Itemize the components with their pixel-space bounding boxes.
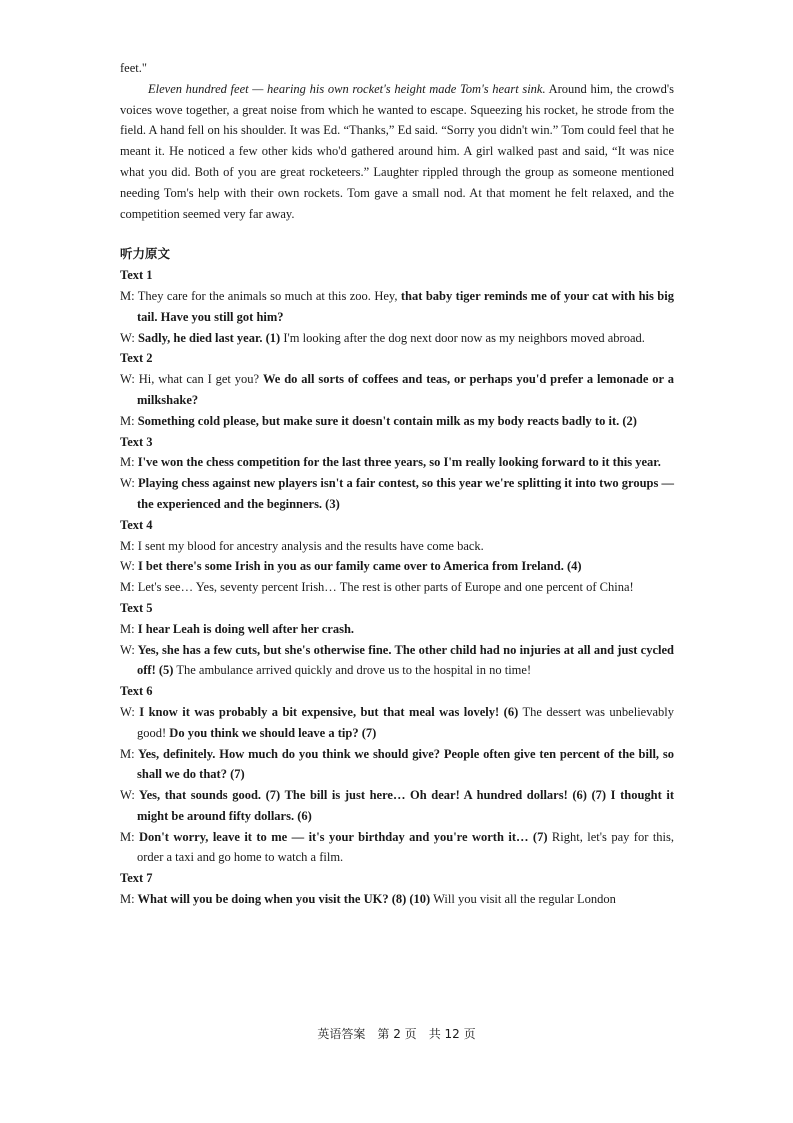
line-bold: that baby tiger reminds me of your cat with his big tail. Have you still got him?: [137, 288, 674, 324]
speaker-w: W:: [120, 330, 135, 345]
text-7-title: Text 7: [120, 871, 153, 886]
line-bold: Something cold please, but make sure it doesn't contain milk as my body reacts badly to it. (2): [134, 413, 637, 428]
speaker-w: W:: [120, 788, 135, 803]
text-1-title: Text 1: [120, 268, 153, 283]
line-bold: Do you think we should leave a tip? (7): [169, 725, 377, 740]
text-3-line-2: [120, 473, 674, 515]
speaker-w: W:: [120, 642, 135, 657]
text-6-line-3: [120, 785, 674, 827]
speaker-m: M:: [120, 288, 135, 303]
text-2-line-1: [120, 369, 674, 411]
footer-subject: 英语答案: [317, 1027, 366, 1041]
text-4-line-3: [120, 577, 674, 598]
text-5-line-2: [120, 640, 674, 682]
text-1-line-1: [120, 286, 674, 328]
speaker-m: M:: [120, 455, 135, 470]
line-normal: The ambulance arrived quickly and drove us to the hospital in no time!: [173, 663, 532, 678]
speaker-m: M:: [120, 413, 135, 428]
footer-page-number: 第 2 页: [377, 1027, 417, 1041]
speaker-m: M:: [120, 746, 135, 761]
text-3-line-1: [120, 452, 674, 473]
line-bold: Don't worry, leave it to me — it's your birthday and you're worth it… (7): [134, 829, 548, 844]
text-2-line-2: [120, 411, 674, 432]
line-normal: The dessert was unbelievably good!: [137, 704, 674, 740]
text-4-line-2: [120, 556, 674, 577]
text-4-line-1: [120, 536, 674, 557]
speaker-m: M:: [120, 538, 135, 553]
line-normal: Hi, what can I get you?: [134, 372, 263, 387]
line-bold: Yes, that sounds good. (7) The bill is just here… Oh dear! A hundred dollars! (6) (7) I thought it might be around fifty dollars. (6): [134, 788, 674, 823]
speaker-w: W:: [120, 559, 135, 574]
document-page: [120, 58, 674, 910]
line-normal: Will you visit all the regular London: [430, 892, 616, 907]
text-5-title: Text 5: [120, 600, 153, 615]
line-normal: Let's see… Yes, seventy percent Irish… The rest is other parts of Europe and one percent of China!: [134, 580, 634, 595]
page-footer: [0, 1025, 793, 1042]
line-bold: I hear Leah is doing well after her crash.: [134, 621, 355, 636]
speaker-w: W:: [120, 372, 135, 387]
line-bold: What will you be doing when you visit the UK? (8) (10): [134, 892, 431, 907]
line-normal: They care for the animals so much at this zoo. Hey,: [134, 288, 401, 303]
speaker-m: M:: [120, 580, 135, 595]
story-rest: Around him, the crowd's voices wove together, a great noise from which he wanted to escape. Squeezing his rocket, he strode from the field. A hand fell on his shoulder. It was Ed. “Thanks,” Ed said. “Sorry you didn't win.” Tom could feel that he meant it. He noticed a few other kids who'd gathered around him. A girl walked past and said, “It was nice what you did. Both of you are great rocketeers.” Laughter rippled through the group as someone mentioned needing Tom's help with their own rockets. Tom gave a small nod. At that moment he felt relaxed, and the competition seemed very far away.: [120, 81, 674, 221]
line-normal: I sent my blood for ancestry analysis and the results have come back.: [134, 538, 484, 553]
line-bold: Yes, definitely. How much do you think we should give? People often give ten percent of the bill, so shall we do that? (7): [134, 746, 674, 782]
speaker-w: W:: [120, 704, 135, 719]
story-line-0: feet.": [120, 61, 147, 75]
speaker-w: W:: [120, 476, 135, 491]
story-paragraph: [120, 79, 674, 225]
text-4-title: Text 4: [120, 517, 153, 532]
text-3-title: Text 3: [120, 434, 153, 449]
text-7-line-1: [120, 889, 674, 910]
line-bold: I know it was probably a bit expensive, but that meal was lovely! (6): [134, 704, 519, 719]
line-normal: Right, let's pay for this, order a taxi and go home to watch a film.: [137, 829, 674, 865]
line-bold: Yes, she has a few cuts, but she's otherwise fine. The other child had no injuries at all and just cycled off! (5): [134, 642, 674, 678]
line-bold: We do all sorts of coffees and teas, or perhaps you'd prefer a lemonade or a milkshake?: [137, 372, 675, 407]
speaker-m: M:: [120, 892, 135, 907]
speaker-m: M:: [120, 829, 135, 844]
text-2-title: Text 2: [120, 351, 153, 366]
text-6-line-2: [120, 744, 674, 786]
line-bold: I bet there's some Irish in you as our family came over to America from Ireland. (4): [134, 559, 582, 574]
speaker-m: M:: [120, 621, 135, 636]
line-bold: Playing chess against new players isn't a fair contest, so this year we're splitting it into two groups — the experienced and the beginners. (3): [134, 476, 674, 511]
footer-total-pages: 共 12 页: [428, 1027, 476, 1041]
line-normal: I'm looking after the dog next door now as my neighbors moved abroad.: [280, 330, 645, 345]
story-italic: Eleven hundred feet — hearing his own rocket's height made Tom's heart sink.: [148, 81, 546, 96]
text-6-line-1: [120, 702, 674, 744]
line-bold: Sadly, he died last year. (1): [134, 330, 281, 345]
line-bold: I've won the chess competition for the last three years, so I'm really looking forward to it this year.: [134, 455, 661, 470]
section-title: 听力原文: [120, 246, 171, 262]
text-1-line-2: [120, 328, 674, 349]
text-6-title: Text 6: [120, 684, 153, 699]
text-5-line-1: [120, 619, 674, 640]
text-6-line-4: [120, 827, 674, 869]
